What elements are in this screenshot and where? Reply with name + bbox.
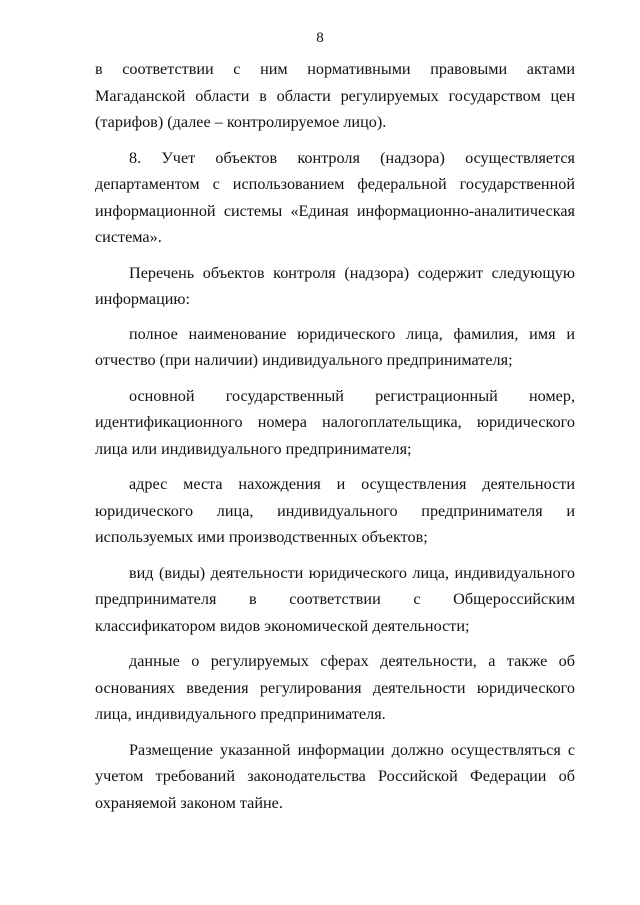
paragraph-spacer [95, 136, 575, 145]
paragraph-objects-list-intro: Перечень объектов контроля (надзора) содержит следующую информацию: [95, 263, 575, 308]
paragraph-spacer [95, 313, 575, 321]
paragraph-information-placement: Размещение указанной информации должно осуществляться с учетом требований законодательства Российской Федерации об охраняемой законом тайне. [95, 740, 575, 812]
paragraph-spacer [95, 728, 575, 737]
document-body [95, 56, 575, 816]
paragraph-spacer [95, 551, 575, 560]
list-item-full-name: полное наименование юридического лица, фамилия, имя и отчество (при наличии) индивидуального предпринимателя; [95, 324, 575, 369]
paragraph-spacer [95, 639, 575, 648]
page-number: 8 [316, 30, 324, 46]
paragraph-control-objects-accounting: 8. Учет объектов контроля (надзора) осуществляется департаментом с использованием федеральной государственной информационной системы «Единая информационно-аналитическая система». [95, 148, 575, 246]
list-item-registration-number: основной государственный регистрационный номер, идентификационного номера налогоплательщика, юридического лица или индивидуального предпринимателя; [95, 386, 575, 458]
list-item-activity-types: вид (виды) деятельности юридического лица, индивидуального предпринимателя в соответствии с Общероссийским классификатором видов экономической деятельности; [95, 563, 575, 635]
list-item-address: адрес места нахождения и осуществления деятельности юридического лица, индивидуального предпринимателя и используемых ими производственных объектов; [95, 475, 575, 546]
paragraph-spacer [95, 374, 575, 383]
paragraph-spacer [95, 462, 575, 471]
paragraph-spacer [95, 251, 575, 260]
paragraph-regulated-entity-definition: в соответствии с ним нормативными правовыми актами Магаданской области в области регулируемых государством цен (тарифов) (далее – контролируемое лицо). [95, 60, 575, 131]
list-item-regulated-spheres: данные о регулируемых сферах деятельности, а также об основаниях введения регулирования деятельности юридического лица, индивидуального предпринимателя. [95, 652, 575, 723]
